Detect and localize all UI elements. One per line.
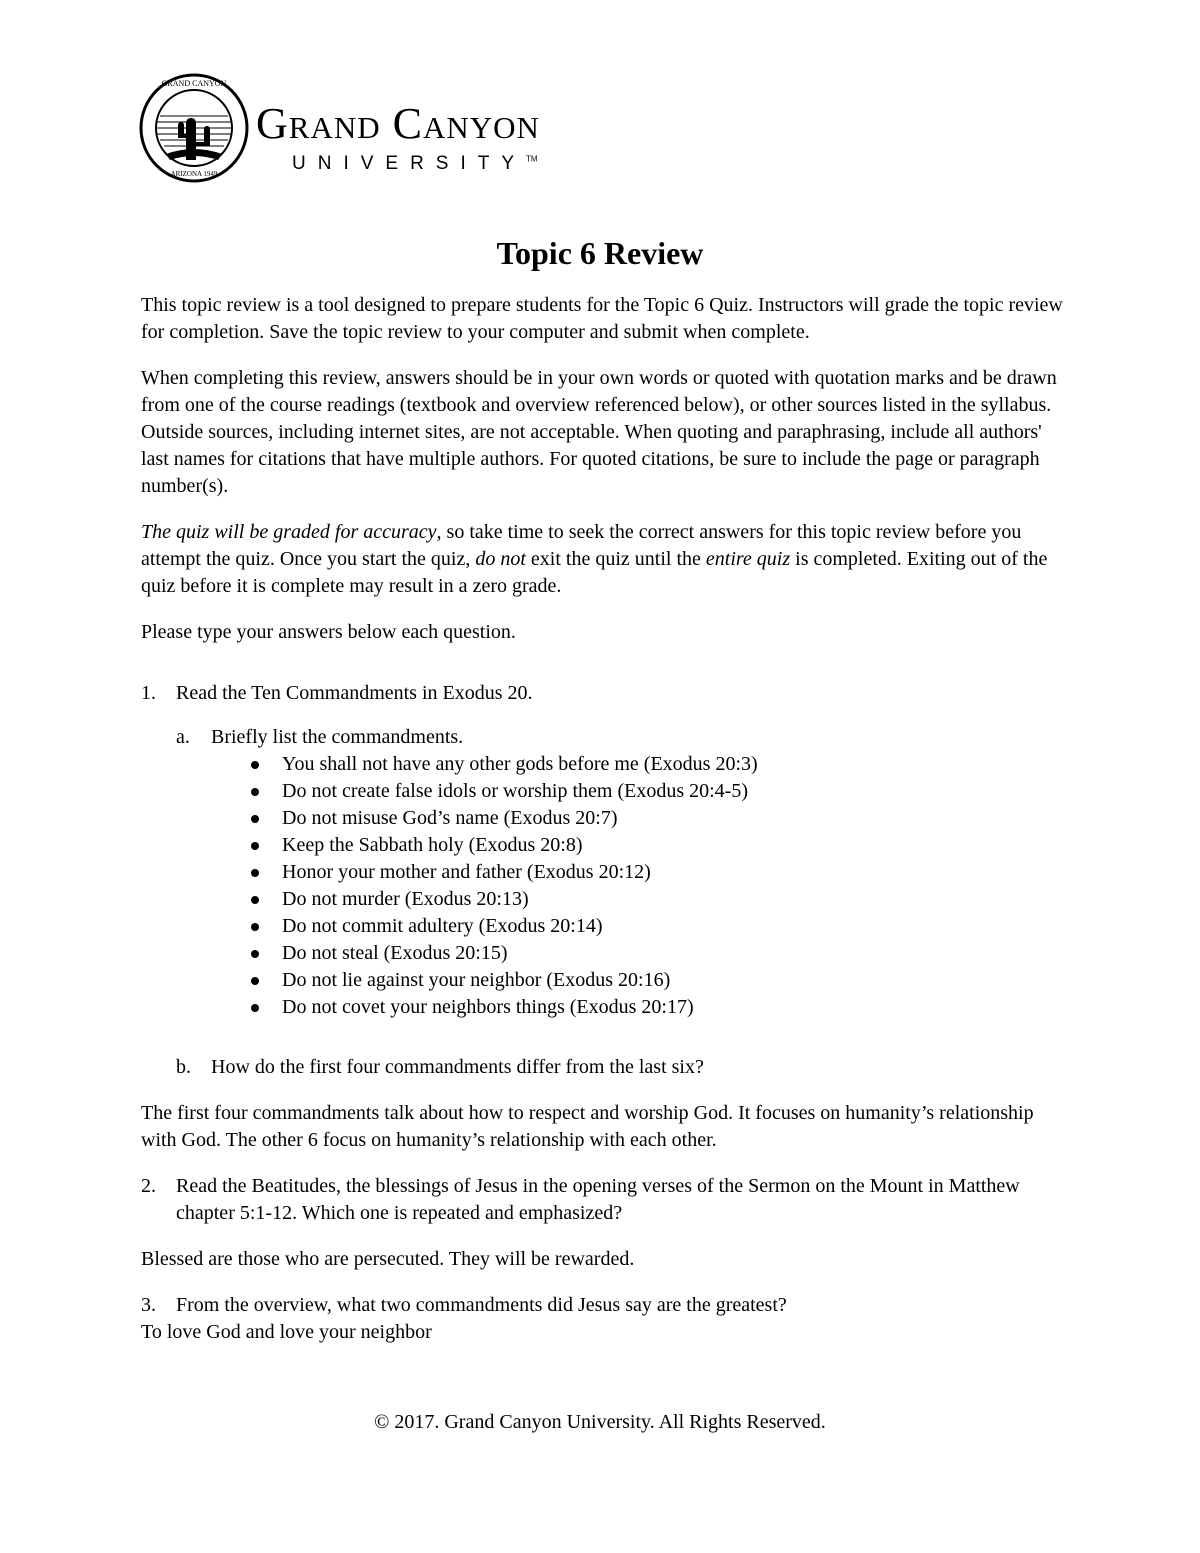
list-item: Honor your mother and father (Exodus 20:12) [247, 859, 1071, 886]
subquestion-letter: a. [176, 726, 190, 748]
question-3 [141, 1292, 1071, 1319]
question-number: 3. [141, 1294, 156, 1316]
instructions-paragraph: When completing this review, answers should be in your own words or quoted with quotation marks and be drawn from one of the course readings (textbook and overview referenced below), or other sources listed in the syllabus. Outside sources, including internet sites, are not acceptable. When quoting and paraphrasing, include all authors' last names for citations that have multiple authors. For quoted citations, be sure to include the page or paragraph number(s). [141, 367, 1057, 497]
commandments-list [247, 751, 1071, 1021]
answer-instruction: Please type your answers below each question. [141, 621, 516, 643]
question-number: 1. [141, 682, 156, 704]
question-1a [176, 724, 1071, 751]
intro-paragraph: This topic review is a tool designed to prepare students for the Topic 6 Quiz. Instructors will grade the topic review for completion. Save the topic review to your computer and submit when complete. [141, 294, 1063, 343]
list-item: Do not commit adultery (Exodus 20:14) [247, 913, 1071, 940]
answer-3: To love God and love your neighbor [141, 1321, 432, 1343]
list-item: Do not murder (Exodus 20:13) [247, 886, 1071, 913]
answer-2: Blessed are those who are persecuted. They will be rewarded. [141, 1248, 635, 1270]
accuracy-paragraph: The quiz will be graded for accuracy, so take time to seek the correct answers for this topic review before you attempt the quiz. Once you start the quiz, do not exit the quiz until the entire quiz is completed. Exiting out of the quiz before it is complete may result in a zero grade. [141, 521, 1048, 597]
question-text: Read the Beatitudes, the blessings of Jesus in the opening verses of the Sermon on the Mount in Matthew chapter 5:1-12. Which one is repeated and emphasized? [176, 1175, 1020, 1224]
question-text: Read the Ten Commandments in Exodus 20. [176, 682, 533, 704]
document-body [141, 292, 1071, 1346]
question-text: From the overview, what two commandments did Jesus say are the greatest? [176, 1294, 787, 1316]
question-1b [176, 1054, 1071, 1081]
list-item: Do not covet your neighbors things (Exodus 20:17) [247, 994, 1071, 1021]
logo-wordmark: Grand Canyon [256, 99, 540, 148]
list-item: Keep the Sabbath holy (Exodus 20:8) [247, 832, 1071, 859]
copyright-footer: © 2017. Grand Canyon University. All Rights Reserved. [374, 1411, 826, 1433]
university-logo [138, 72, 638, 184]
university-seal-icon [138, 72, 250, 184]
svg-text:GRAND CANYON: GRAND CANYON [161, 79, 227, 88]
page-title: Topic 6 Review [496, 235, 704, 271]
svg-text:ARIZONA 1949: ARIZONA 1949 [170, 170, 218, 178]
subquestion-text: Briefly list the commandments. [211, 726, 464, 748]
list-item: Do not misuse God’s name (Exodus 20:7) [247, 805, 1071, 832]
question-1 [141, 680, 1071, 707]
subquestion-letter: b. [176, 1056, 191, 1078]
question-2 [141, 1173, 1071, 1227]
answer-1b: The first four commandments talk about how to respect and worship God. It focuses on humanity’s relationship with God. The other 6 focus on humanity’s relationship with each other. [141, 1102, 1034, 1151]
list-item: Do not create false idols or worship them (Exodus 20:4-5) [247, 778, 1071, 805]
list-item: Do not lie against your neighbor (Exodus 20:16) [247, 967, 1071, 994]
logo-subtitle: UNIVERSITY™ [292, 153, 538, 174]
question-number: 2. [141, 1175, 156, 1197]
subquestion-text: How do the first four commandments differ from the last six? [211, 1056, 704, 1078]
list-item: You shall not have any other gods before me (Exodus 20:3) [247, 751, 1071, 778]
list-item: Do not steal (Exodus 20:15) [247, 940, 1071, 967]
